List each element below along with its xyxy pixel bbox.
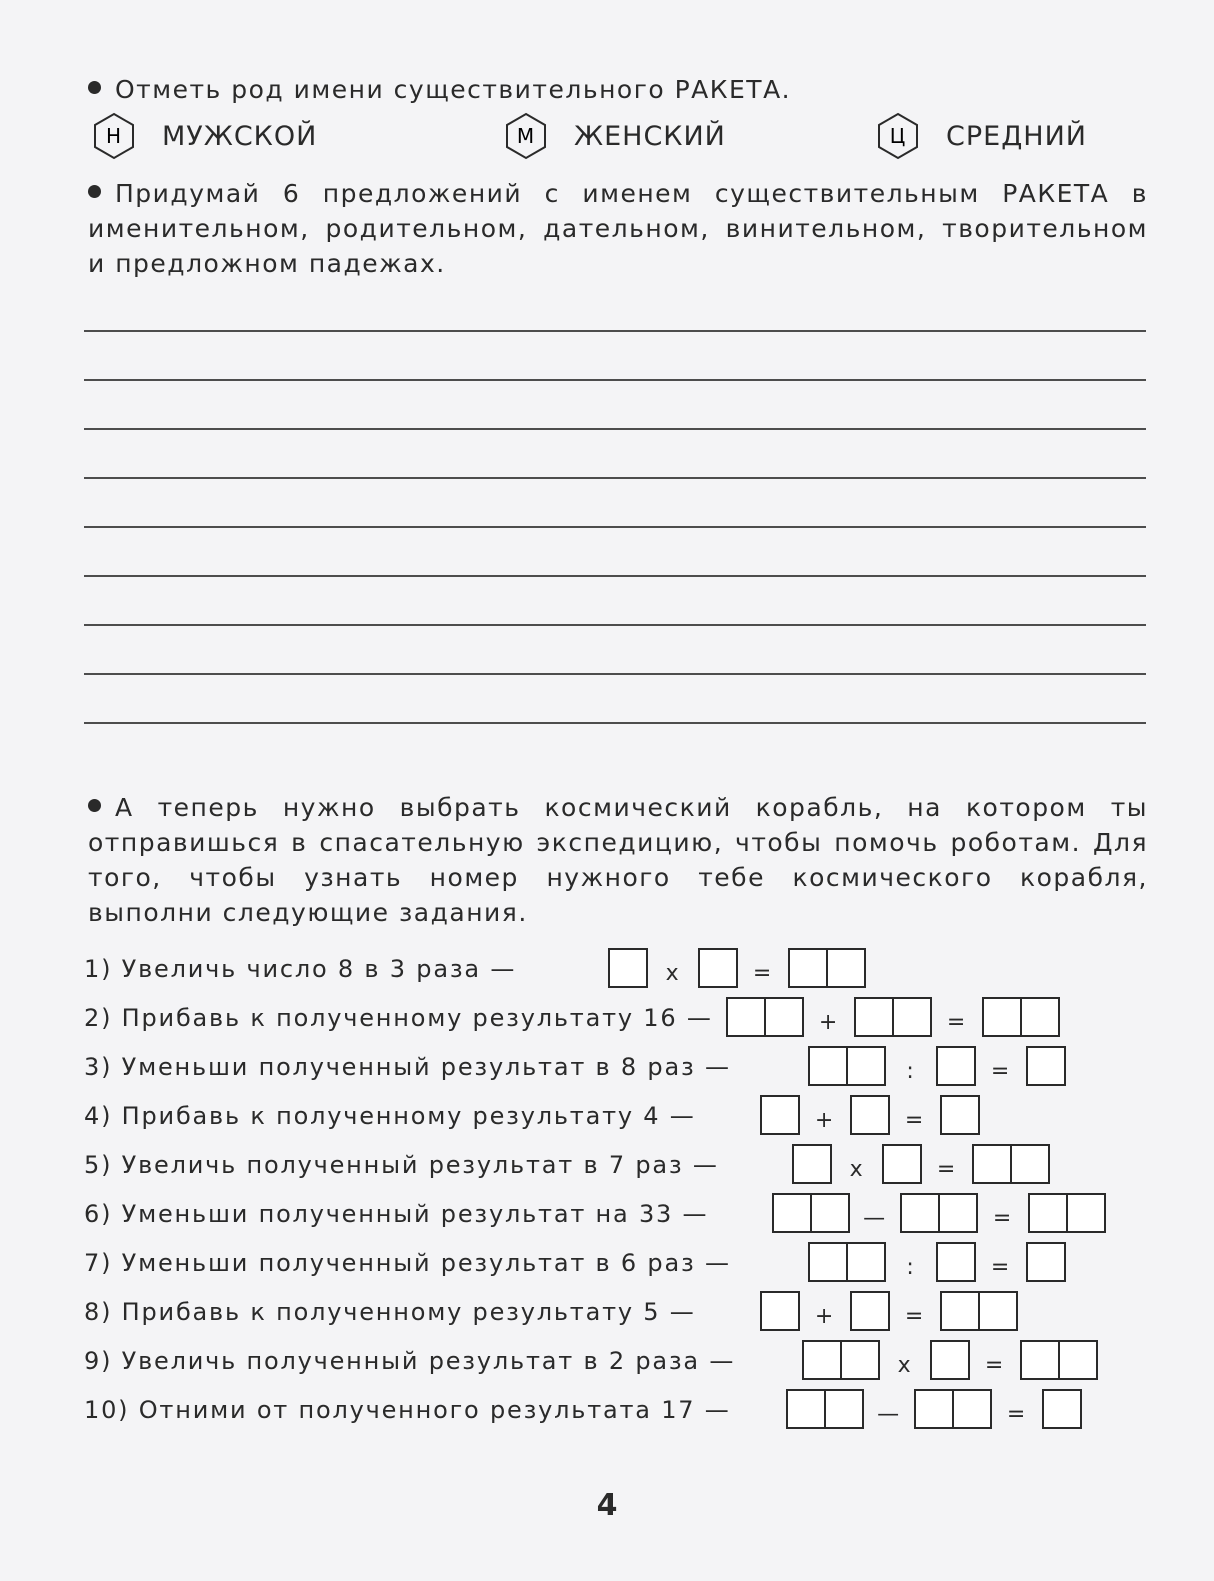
writing-lines[interactable] xyxy=(84,330,1146,724)
answer-box-two-digit[interactable] xyxy=(940,1291,1018,1331)
answer-box-two-digit[interactable] xyxy=(772,1193,850,1233)
math-step: 8) Прибавь к полученному результату 5 — + = xyxy=(84,1291,1164,1340)
writing-line[interactable] xyxy=(84,577,1146,626)
gender-options xyxy=(92,112,1152,162)
svg-text:Н: Н xyxy=(105,124,123,148)
answer-box[interactable] xyxy=(850,1291,890,1331)
svg-text:М: М xyxy=(516,124,536,148)
math-step: 3) Уменьши полученный результат в 8 раз — : = xyxy=(84,1046,1164,1095)
math-step: 1) Увеличь число 8 в 3 раза — x = xyxy=(84,948,1164,997)
answer-box-two-digit[interactable] xyxy=(972,1144,1050,1184)
answer-box-two-digit[interactable] xyxy=(788,948,866,988)
math-step: 7) Уменьши полученный результат в 6 раз — : = xyxy=(84,1242,1164,1291)
writing-line[interactable] xyxy=(84,479,1146,528)
writing-line[interactable] xyxy=(84,332,1146,381)
task2-instruction: Придумай 6 предложений с именем существительным РАКЕТА в именительном, родительном, дательном, винительном, творительном и предложном падежах. xyxy=(88,179,1148,278)
math-step: 10) Отними от полученного результата 17 — — = xyxy=(84,1389,1164,1438)
answer-box[interactable] xyxy=(698,948,738,988)
answer-box[interactable] xyxy=(760,1291,800,1331)
option-neuter[interactable]: Ц СРЕДНИЙ xyxy=(876,112,1087,160)
answer-box-two-digit[interactable] xyxy=(786,1389,864,1429)
hexagon-icon xyxy=(504,112,548,160)
answer-box-two-digit[interactable] xyxy=(914,1389,992,1429)
answer-box-two-digit[interactable] xyxy=(726,997,804,1037)
answer-box[interactable] xyxy=(882,1144,922,1184)
answer-box[interactable] xyxy=(940,1095,980,1135)
svg-text:Ц: Ц xyxy=(889,124,907,148)
hexagon-icon xyxy=(92,112,136,160)
answer-box[interactable] xyxy=(936,1242,976,1282)
bullet-icon xyxy=(88,185,101,198)
math-step: 9) Увеличь полученный результат в 2 раза — x = xyxy=(84,1340,1164,1389)
answer-box-two-digit[interactable] xyxy=(1028,1193,1106,1233)
answer-box[interactable] xyxy=(1026,1242,1066,1282)
answer-box[interactable] xyxy=(936,1046,976,1086)
answer-box[interactable] xyxy=(850,1095,890,1135)
answer-box[interactable] xyxy=(1042,1389,1082,1429)
writing-line[interactable] xyxy=(84,675,1146,724)
bullet-icon xyxy=(88,81,101,94)
answer-box[interactable] xyxy=(1026,1046,1066,1086)
answer-box[interactable] xyxy=(760,1095,800,1135)
answer-box-two-digit[interactable] xyxy=(982,997,1060,1037)
writing-line[interactable] xyxy=(84,626,1146,675)
answer-box-two-digit[interactable] xyxy=(808,1046,886,1086)
answer-box-two-digit[interactable] xyxy=(808,1242,886,1282)
writing-line[interactable] xyxy=(84,528,1146,577)
page-number: 4 xyxy=(596,1488,618,1523)
bullet-icon xyxy=(88,799,101,812)
option-masculine[interactable]: Н МУЖСКОЙ xyxy=(92,112,317,160)
answer-box-two-digit[interactable] xyxy=(854,997,932,1037)
task1-instruction: Отметь род имени существительного РАКЕТА. xyxy=(88,72,1148,107)
answer-box-two-digit[interactable] xyxy=(1020,1340,1098,1380)
math-step: 4) Прибавь к полученному результату 4 — + = xyxy=(84,1095,1164,1144)
math-step: 6) Уменьши полученный результат на 33 — — = xyxy=(84,1193,1164,1242)
option-feminine[interactable]: М ЖЕНСКИЙ xyxy=(504,112,726,160)
hexagon-icon xyxy=(876,112,920,160)
answer-box[interactable] xyxy=(608,948,648,988)
answer-box[interactable] xyxy=(792,1144,832,1184)
math-steps xyxy=(84,948,1164,1438)
answer-box-two-digit[interactable] xyxy=(802,1340,880,1380)
answer-box[interactable] xyxy=(930,1340,970,1380)
writing-line[interactable] xyxy=(84,430,1146,479)
writing-line[interactable] xyxy=(84,381,1146,430)
math-step: 5) Увеличь полученный результат в 7 раз — x = xyxy=(84,1144,1164,1193)
task3-instruction: А теперь нужно выбрать космический корабль, на котором ты отправишься в спасательную экспедицию, чтобы помочь роботам. Для того, чтобы узнать номер нужного тебе космического корабля, выполни следующие задания. xyxy=(88,793,1148,927)
answer-box-two-digit[interactable] xyxy=(900,1193,978,1233)
math-step: 2) Прибавь к полученному результату 16 — + = xyxy=(84,997,1164,1046)
